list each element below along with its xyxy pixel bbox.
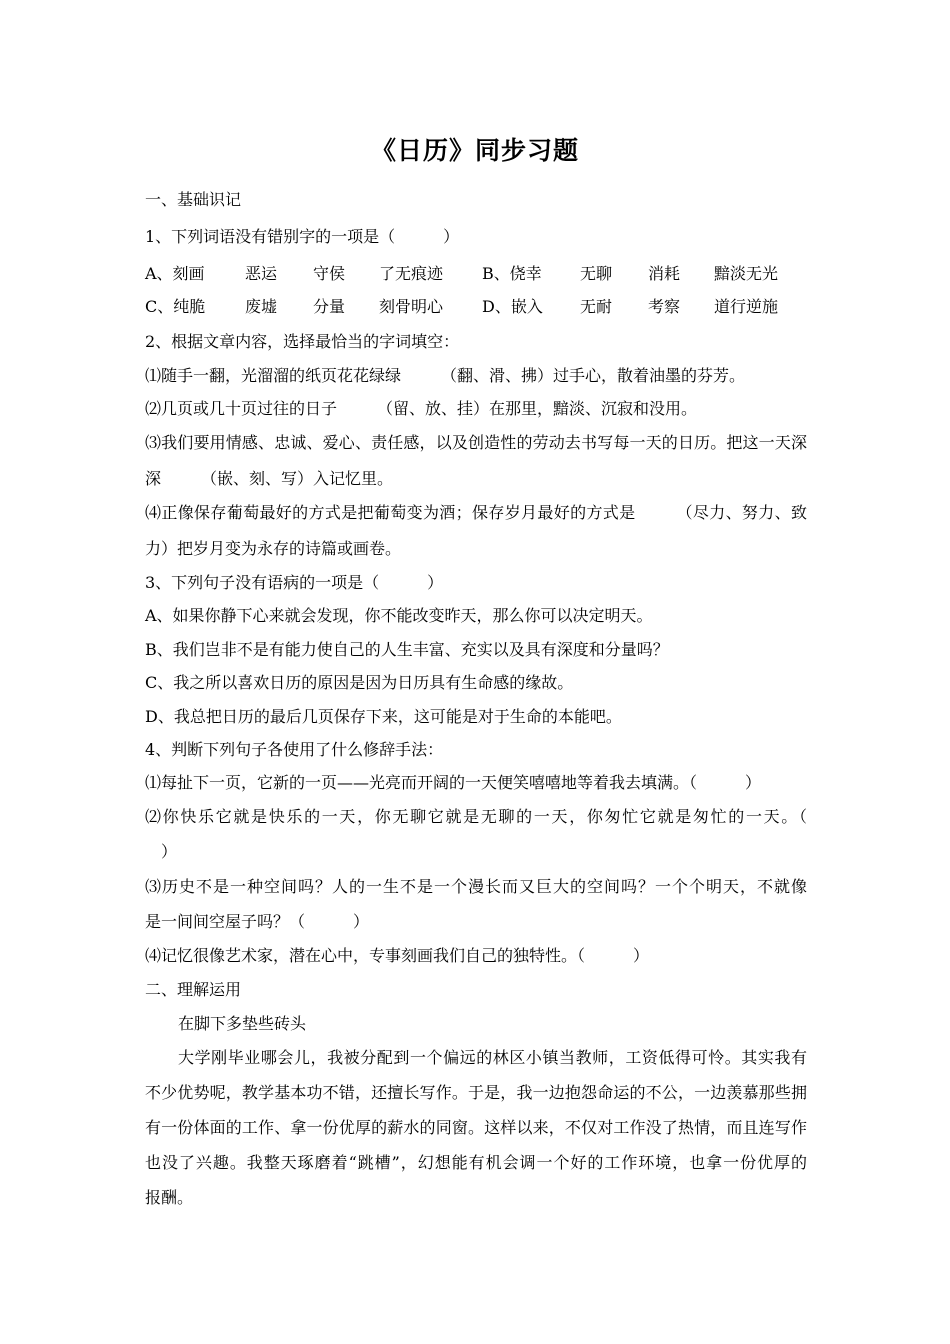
q1-option-b-word: 无聊	[580, 264, 613, 283]
q1-option-b: B、侥幸	[482, 264, 542, 283]
q1-option-c: C、纯脆	[145, 297, 206, 316]
q3-option-d: D、我总把日历的最后几页保存下来，这可能是对于生命的本能吧。	[145, 707, 622, 726]
q2-sentence-4: ⑷正像保存葡萄最好的方式是把葡萄变为酒；保存岁月最好的方式是 （尽力、努力、致	[145, 503, 807, 522]
q4-sentence-2-cont: ）	[145, 842, 178, 861]
section-heading-comprehension: 二、理解运用	[145, 980, 242, 999]
q4-sentence-4: ⑷记忆很像艺术家，潜在心中，专事刻画我们自己的独特性。（ ）	[145, 946, 650, 965]
q1-option-c-word: 刻骨明心	[379, 297, 444, 316]
passage-line: 不少优势呢，教学基本功不错，还擅长写作。于是，我一边抱怨命运的不公，一边羡慕那些拥	[145, 1083, 807, 1102]
q3-option-b: B、我们岂非不是有能力使自己的人生丰富、充实以及具有深度和分量吗？	[145, 640, 669, 659]
q1-option-d-word: 道行逆施	[714, 297, 779, 316]
q4-sentence-3: ⑶历史不是一种空间吗？人的一生不是一个漫长而又巨大的空间吗？一个个明天，不就像	[145, 877, 807, 896]
q1-option-c-word: 分量	[313, 297, 346, 316]
q1-option-b-word: 黯淡无光	[714, 264, 779, 283]
q1-option-a-word: 守侯	[313, 264, 346, 283]
question-3-stem: 3、下列句子没有语病的一项是（ ）	[145, 573, 444, 592]
passage-line: 大学刚毕业哪会儿，我被分配到一个偏远的林区小镇当教师，工资低得可怜。其实我有	[178, 1048, 807, 1067]
question-2-stem: 2、根据文章内容，选择最恰当的字词填空：	[145, 332, 460, 351]
q3-option-a: A、如果你静下心来就会发现，你不能改变昨天，那么你可以决定明天。	[145, 606, 653, 625]
q4-sentence-2: ⑵你快乐它就是快乐的一天，你无聊它就是无聊的一天，你匆忙它就是匆忙的一天。（	[145, 807, 807, 826]
q1-option-d: D、嵌入	[482, 297, 543, 316]
q4-sentence-3-cont: 是一间间空屋子吗？（ ）	[145, 912, 370, 931]
q1-option-a-word: 了无痕迹	[379, 264, 444, 283]
q1-option-d-word: 无耐	[580, 297, 613, 316]
section-heading-basics: 一、基础识记	[145, 190, 242, 209]
q2-sentence-2: ⑵几页或几十页过往的日子 （留、放、挂）在那里，黯淡、沉寂和没用。	[145, 399, 698, 418]
q2-sentence-3: ⑶我们要用情感、忠诚、爱心、责任感，以及创造性的劳动去书写每一天的日历。把这一天深	[145, 433, 807, 452]
question-4-stem: 4、判断下列句子各使用了什么修辞手法：	[145, 740, 444, 759]
q1-option-d-word: 考察	[648, 297, 681, 316]
passage-line: 有一份体面的工作、拿一份优厚的薪水的同窗。这样以来，不仅对工作没了热情，而且连写作	[145, 1118, 807, 1137]
passage-title: 在脚下多垫些砖头	[178, 1014, 307, 1033]
passage-line-last: 报酬。	[145, 1188, 194, 1207]
q2-sentence-4-cont: 力）把岁月变为永存的诗篇或画卷。	[145, 539, 402, 558]
q1-option-a: A、刻画	[145, 264, 205, 283]
q3-option-c: C、我之所以喜欢日历的原因是因为日历具有生命感的缘故。	[145, 673, 574, 692]
q1-option-c-word: 废墟	[245, 297, 278, 316]
passage-line: 也没了兴趣。我整天琢磨着“跳槽”，幻想能有机会调一个好的工作环境，也拿一份优厚的	[145, 1153, 807, 1172]
page-title: 《日历》同步习题	[370, 136, 579, 165]
q2-sentence-3-cont: 深 （嵌、刻、写）入记忆里。	[145, 469, 394, 488]
q2-sentence-1: ⑴随手一翻，光溜溜的纸页花花绿绿 （翻、滑、拂）过手心，散着油墨的芬芳。	[145, 366, 746, 385]
question-1-stem: 1、下列词语没有错别字的一项是（ ）	[145, 227, 460, 246]
q4-sentence-1: ⑴每扯下一页，它新的一页——光亮而开阔的一天便笑嘻嘻地等着我去填满。（ ）	[145, 773, 762, 792]
q1-option-a-word: 恶运	[245, 264, 278, 283]
q1-option-b-word: 消耗	[648, 264, 681, 283]
